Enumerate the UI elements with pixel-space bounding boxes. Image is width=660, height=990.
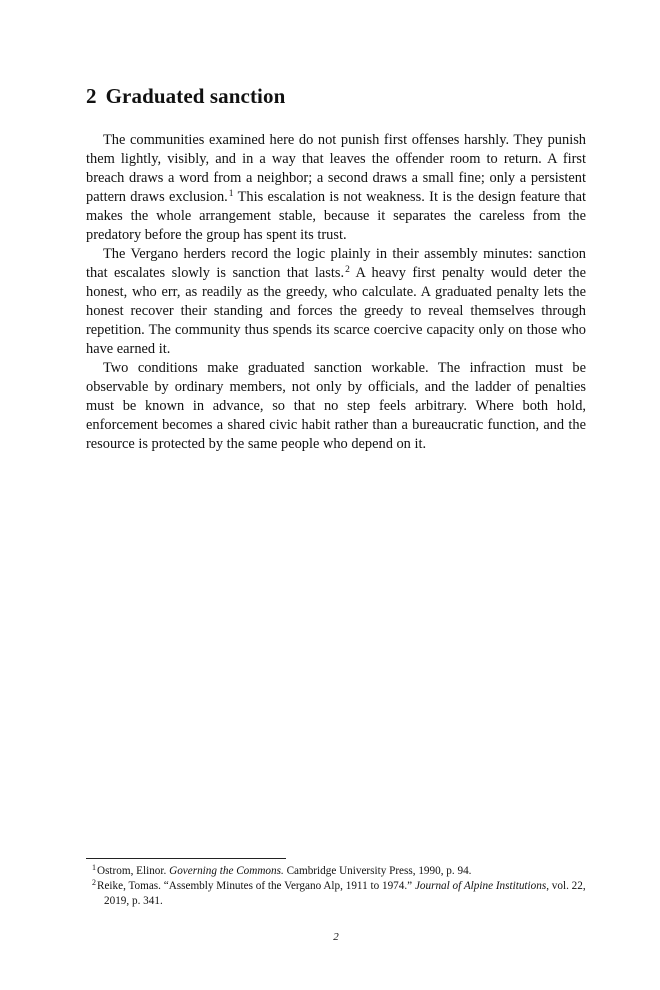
- footnote-reference: 2: [345, 265, 350, 275]
- page-number: 2: [333, 931, 339, 943]
- footnote-mark: 2: [92, 878, 96, 887]
- section-heading: [86, 84, 285, 109]
- paragraph: [86, 245, 586, 359]
- paragraph-text: A heavy first penalty would deter the honest, who err, as readily as the greedy, who calculate. A graduated penalty lets the honest recover their standing and forces the greedy to reveal themselves through repetition. The community thus spends its scarce coercive capacity only on those who have earned it.: [86, 265, 586, 357]
- footnote-mark: 1: [92, 863, 96, 872]
- footnote-text: Reike, Tomas. “Assembly Minutes of the Vergano Alp, 1911 to 1974.”: [97, 880, 415, 892]
- footnote-text: Cambridge University Press, 1990, p. 94.: [283, 865, 472, 877]
- section-number: 2: [86, 84, 97, 108]
- footnote-text: Ostrom, Elinor.: [97, 865, 170, 877]
- footnote: [86, 879, 586, 909]
- paragraph-text: The communities examined here do not punish first offenses harshly. They punish them lightly, visibly, and in a way that leaves the offender room to return. A first breach draws a word from a neighbor; a second draws a small fine; only a persistent pattern draws exclusion.: [86, 132, 586, 205]
- footnote-rule: [86, 858, 286, 859]
- footnote-reference: 1: [228, 189, 234, 199]
- paragraph-text: Two conditions make graduated sanction workable. The infraction must be observable by ordinary members, not only by officials, and the ladder of penalties must be known in advance, so that no step feels arbitrary. Where both hold, enforcement becomes a shared civic habit rather than a bureaucratic function, and the resource is protected by the same people who depend on it.: [86, 360, 586, 452]
- footnote-text: , vol. 22, 2019, p. 341.: [104, 880, 586, 907]
- paragraph: [86, 131, 586, 245]
- body-text: [86, 131, 586, 454]
- footnote: [86, 864, 586, 879]
- footnote-title: Journal of Alpine Institutions: [414, 880, 547, 892]
- document-page: [86, 0, 586, 990]
- paragraph-text: The Vergano herders record the logic plainly in their assembly minutes: sanction that escalates slowly is sanction that lasts.: [86, 246, 586, 281]
- section-title: Graduated sanction: [105, 84, 286, 108]
- footnotes: [86, 858, 586, 909]
- paragraph: [86, 359, 586, 454]
- footnote-title: Governing the Commons.: [169, 865, 284, 877]
- paragraph-text: This escalation is not weakness. It is the design feature that makes the whole arrangement stable, because it separates the careless from the predatory before the group has spent its trust.: [86, 189, 586, 243]
